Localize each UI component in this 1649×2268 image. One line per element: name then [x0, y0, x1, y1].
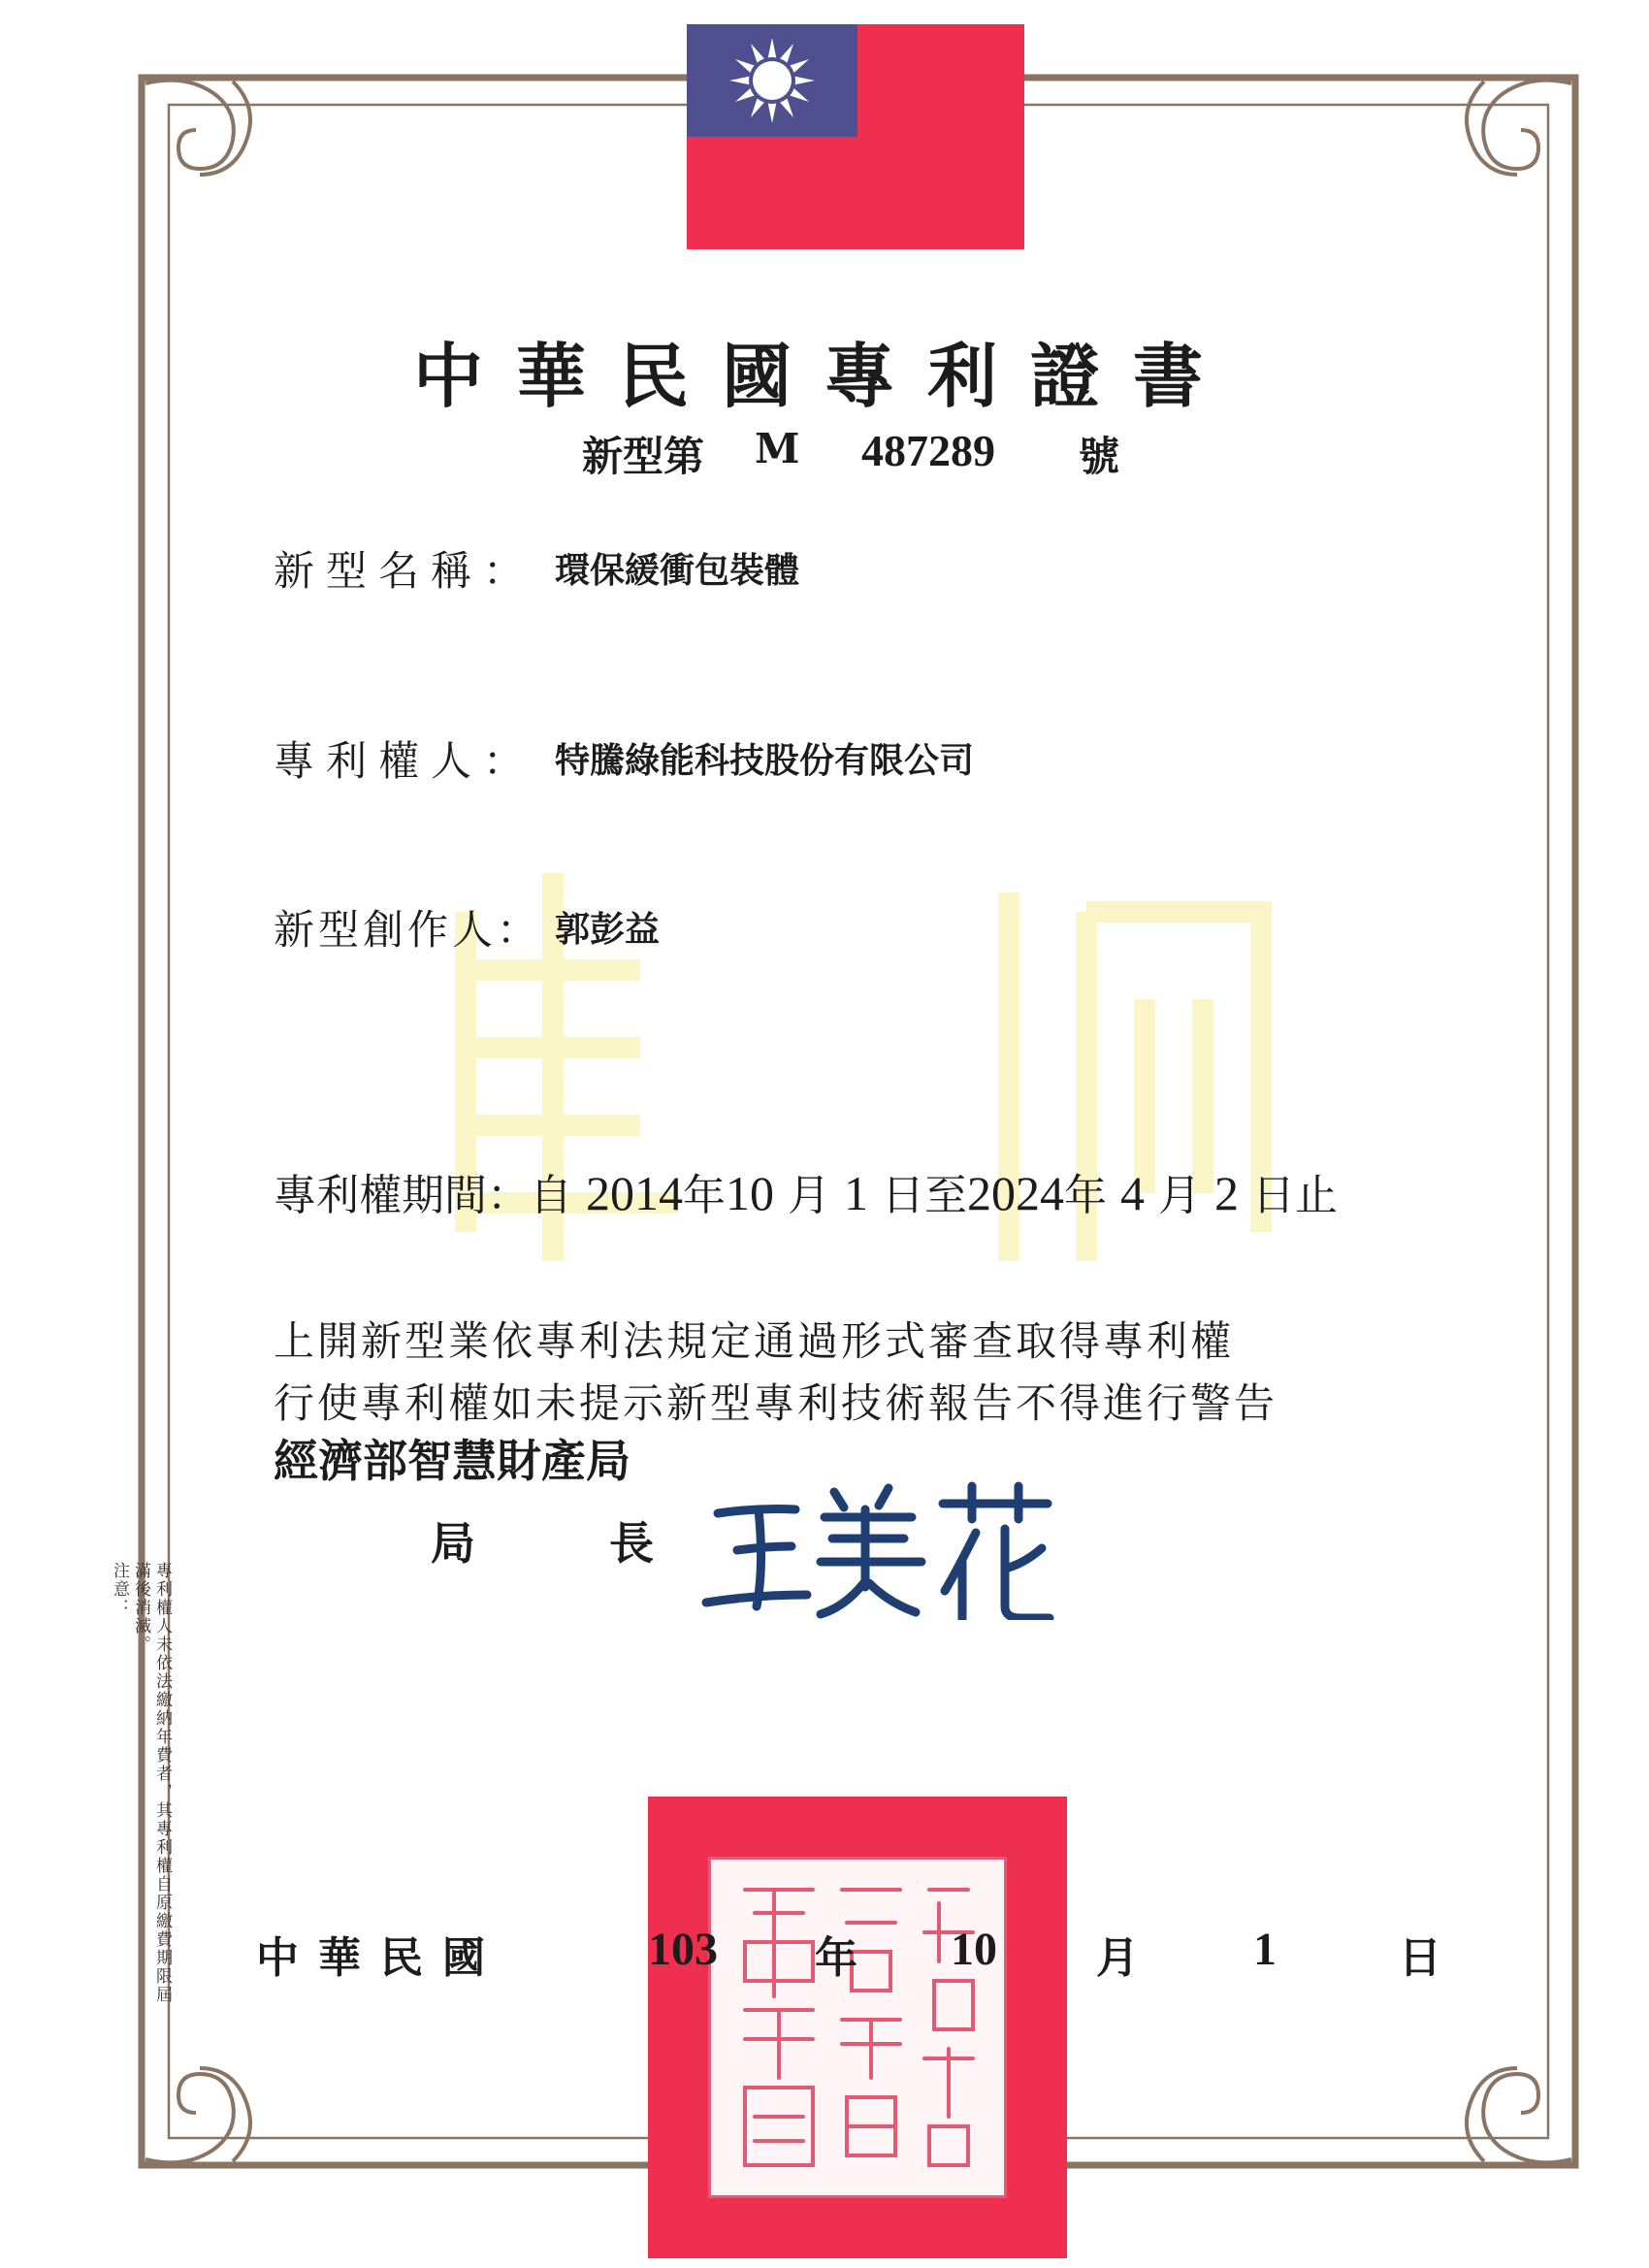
period-label: 專利權期間：	[274, 1171, 530, 1220]
period-start-month: 10	[726, 1166, 774, 1220]
period-end-day: 2	[1214, 1166, 1239, 1220]
seal-script	[648, 1797, 1067, 2258]
number-suffix: 號	[1079, 433, 1120, 480]
date-day-unit: 日	[1399, 1933, 1441, 1983]
year-unit: 年	[683, 1171, 726, 1220]
certificate-title: 中華民國專利證書	[412, 335, 1236, 417]
field-label-patentee: 專利權人：	[274, 737, 536, 785]
official-seal	[648, 1797, 1067, 2258]
white-sun-icon	[687, 24, 857, 137]
side-note-text: 專利權人未依法繳納年費者，其專利權自原繳費期限屆滿後消滅。	[131, 1562, 172, 2004]
number-value: 487289	[861, 426, 995, 475]
date-year: 103	[648, 1924, 718, 1975]
field-label-model-name: 新型名稱：	[274, 547, 536, 595]
director-label-2: 長	[609, 1517, 654, 1570]
side-note-heading: 注意：	[110, 1562, 129, 1617]
month-unit: 月	[1158, 1171, 1201, 1220]
director-signature	[698, 1474, 1067, 1620]
day-unit: 日	[882, 1171, 924, 1220]
period-end: 日止	[1252, 1171, 1338, 1220]
issuing-office: 經濟部智慧財產局	[274, 1435, 630, 1487]
field-label-creator: 新型創作人：	[274, 906, 542, 954]
period-start-year: 2014	[586, 1166, 683, 1220]
date-day: 1	[1253, 1924, 1277, 1975]
period-start-day: 1	[844, 1166, 868, 1220]
certificate-number	[0, 425, 1649, 483]
number-letter: M	[755, 425, 800, 472]
period-end-year: 2024	[967, 1166, 1064, 1220]
director-label-1: 局	[431, 1517, 475, 1570]
year-unit: 年	[1064, 1171, 1107, 1220]
field-value-model-name: 環保緩衝包裝體	[555, 550, 800, 591]
date-month: 10	[951, 1924, 997, 1975]
date-month-unit: 月	[1096, 1933, 1139, 1983]
statement-line-1: 上開新型業依專利法規定通過形式審查取得專利權	[274, 1317, 1235, 1365]
field-value-patentee: 特騰綠能科技股份有限公司	[555, 740, 975, 781]
month-unit: 月	[788, 1171, 830, 1220]
period-from: 自	[530, 1171, 572, 1220]
period-to: 至	[924, 1171, 967, 1220]
field-value-creator: 郭彭益	[555, 909, 661, 950]
date-era: 中華民國	[256, 1933, 504, 1983]
statement-line-2: 行使專利權如未提示新型專利技術報告不得進行警告	[274, 1379, 1278, 1427]
patent-period	[274, 1160, 1338, 1222]
date-year-unit: 年	[815, 1933, 857, 1983]
national-flag	[687, 24, 1024, 249]
number-prefix: 新型第	[582, 433, 705, 480]
period-end-month: 4	[1120, 1166, 1145, 1220]
issue-date	[0, 1923, 1649, 1991]
